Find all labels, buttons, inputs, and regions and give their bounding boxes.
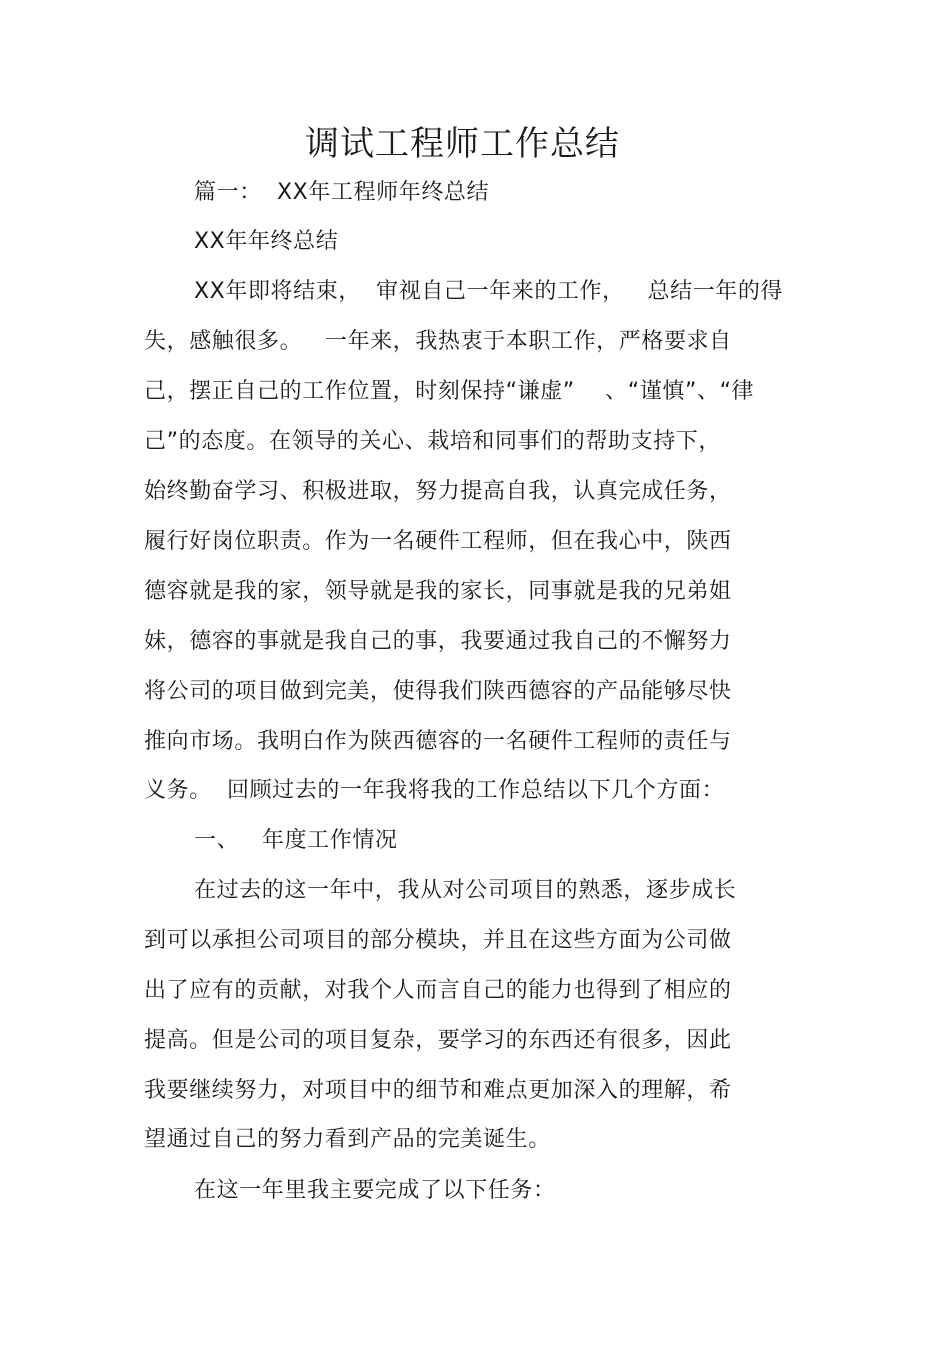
body-text-line: 出了应有的贡献，对我个人而言自己的能力也得到了相应的	[144, 978, 732, 1003]
body-text-line: 履行好岗位职责。作为一名硬件工程师，但在我心中，陕西	[144, 529, 732, 554]
body-text-line: 提高。但是公司的项目复杂，要学习的东西还有很多，因此	[144, 1028, 732, 1053]
body-text-line: 将公司的项目做到完美，使得我们陕西德容的产品能够尽快	[144, 679, 732, 704]
body-text-line: 始终勤奋学习、积极进取，努力提高自我，认真完成任务，	[144, 479, 732, 504]
body-text-line: 妹，德容的事就是我自己的事，我要通过我自己的不懈努力	[144, 629, 732, 654]
page-title: 调试工程师工作总结	[305, 124, 620, 164]
body-text-line: 在这一年里我主要完成了以下任务：	[194, 1178, 556, 1203]
body-text-line: 在过去的这一年中，我从对公司项目的熟悉，逐步成长	[194, 878, 737, 903]
body-text-line: 推向市场。我明白作为陕西德容的一名硬件工程师的责任与	[144, 729, 732, 754]
body-text-line: XX年即将结束， 审视自己一年来的工作， 总结一年的得	[194, 279, 784, 304]
subheading: XX年年终总结	[194, 229, 339, 254]
body-text-line: 德容就是我的家，领导就是我的家长，同事就是我的兄弟姐	[144, 579, 732, 604]
body-text-line: 失，感触很多。 一年来，我热衷于本职工作，严格要求自	[144, 329, 732, 354]
body-text-line: 我要继续努力，对项目中的细节和难点更加深入的理解，希	[144, 1078, 732, 1103]
section-heading: 篇一： XX年工程师年终总结	[194, 180, 490, 205]
body-text-line: 己，摆正自己的工作位置，时刻保持“谦虚” 、“谨慎”、“律	[144, 379, 755, 404]
numbered-heading: 一、 年度工作情况	[194, 828, 398, 853]
body-text-line: 望通过自己的努力看到产品的完美诞生。	[144, 1127, 551, 1152]
body-text-line: 义务。 回顾过去的一年我将我的工作总结以下几个方面：	[144, 778, 725, 803]
body-text-line: 己”的态度。在领导的关心、栽培和同事们的帮助支持下，	[144, 429, 721, 454]
body-text-line: 到可以承担公司项目的部分模块，并且在这些方面为公司做	[144, 928, 732, 953]
